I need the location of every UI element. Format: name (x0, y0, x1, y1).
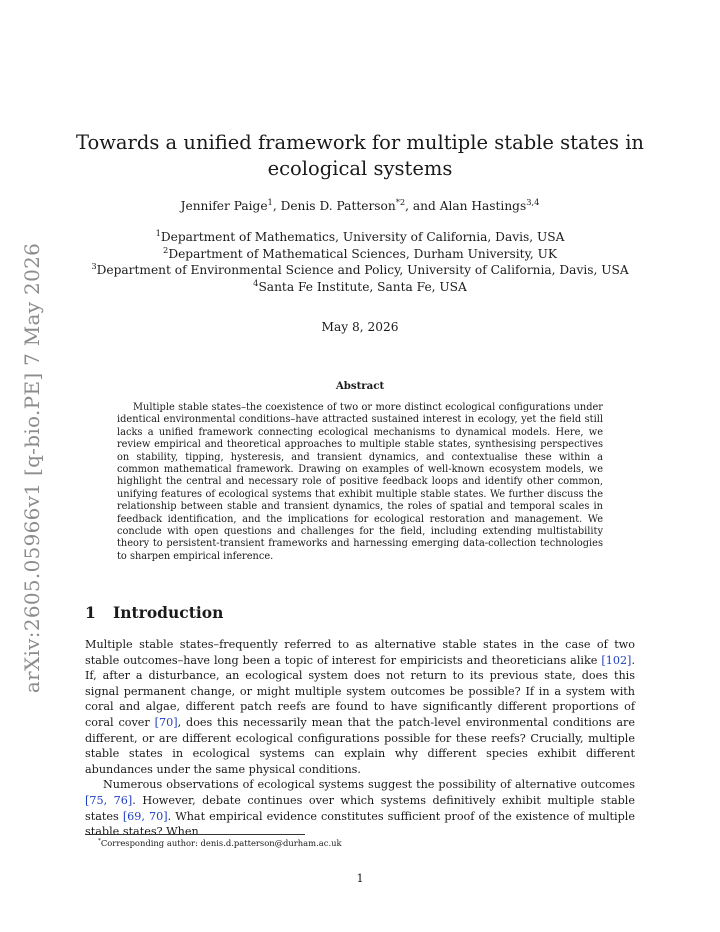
citation-link[interactable]: [69, 70] (122, 809, 168, 823)
footnote-marker: * (98, 838, 101, 845)
footnote-divider (85, 834, 305, 835)
section-heading (85, 603, 223, 622)
abstract-text: Multiple stable states–the coexistence of two or more distinct ecological configurations under identical environmental conditions–have attracted sustained interest in ecology, yet the field still lacks a unified framework connecting ecological mechanisms to dynamical models. Here, we review empirical and theoretical approaches to multiple stable states, synthesising perspectives on stability, tipping, hysteresis, and transient dynamics, and contextualise these within a common mathematical framework. Drawing on examples of well-known ecosystem models, we highlight the central and necessary role of positive feedback loops and identify other common, unifying features of ecological systems that exhibit multiple stable states. We further discuss the relationship between stable and transient dynamics, the roles of spatial and temporal scales in feedback identification, and the implications for ecological restoration and management. We conclude with open questions and challenges for the field, including extending multistability theory to persistent-transient frameworks and harnessing emerging data-collection technologies to sharpen empirical inference. (117, 402, 603, 562)
affiliation-line (40, 229, 680, 246)
affiliation-marker: 1 (155, 227, 161, 238)
footnote-text: Corresponding author: denis.d.patterson@durham.ac.uk (100, 838, 342, 848)
author-separator: , (272, 199, 281, 213)
affiliation-marker: 2 (163, 244, 169, 255)
arxiv-identifier-stamp: arXiv:2605.05966v1 [q-bio.PE] 7 May 2026 (20, 242, 44, 694)
author-list (60, 196, 660, 213)
affiliation-text: Department of Mathematics, University of California, Davis, USA (160, 230, 565, 244)
affiliation-marker: 3 (91, 260, 97, 271)
affiliation-text: Department of Environmental Science and Policy, University of California, Davis, USA (96, 263, 629, 277)
paragraph (85, 637, 635, 777)
paragraph-text: . What empirical evidence constitutes sufficient proof of the existence of multiple stable states? When (85, 809, 635, 839)
affiliation-list (40, 229, 680, 295)
paragraph-text: Multiple stable states–frequently referred to as alternative stable states in the case of two stable outcomes–have long been a topic of interest for empiricists and theoreticians alike (85, 638, 635, 667)
author-affiliation-marker: *2 (395, 196, 406, 207)
affiliation-text: Department of Mathematical Sciences, Durham University, UK (168, 246, 557, 261)
affiliation-line (40, 246, 680, 263)
paragraph-text: Numerous observations of ecological systems suggest the possibility of alternative outcomes (103, 778, 635, 792)
paper-title: Towards a unified framework for multiple stable states in ecological systems (76, 131, 644, 180)
author-separator: , and (405, 199, 440, 213)
author-name: Alan Hastings (439, 199, 527, 213)
section-title: Introduction (113, 603, 224, 622)
abstract-heading: Abstract (335, 380, 385, 392)
paragraph-text: . If, after a disturbance, an ecological system does not return to its previous state, does this signal permanent change, or might multiple system outcomes be possible? If in a system with coral and algae, different patch reefs are found to have significantly different proportions of coral cover (85, 653, 635, 729)
affiliation-line (40, 279, 680, 296)
section-number: 1 (85, 603, 96, 622)
footnote (98, 838, 342, 848)
author-affiliation-marker: 1 (267, 196, 273, 207)
publication-date: May 8, 2026 (321, 320, 399, 334)
affiliation-marker: 4 (253, 277, 259, 288)
body-text (85, 637, 635, 840)
author-name: Jennifer Paige (180, 199, 268, 213)
citation-link[interactable]: [102] (601, 653, 632, 667)
citation-link[interactable]: [70] (154, 715, 178, 729)
page-number: 1 (356, 872, 364, 885)
author-name: Denis D. Patterson (280, 199, 396, 213)
affiliation-text: Santa Fe Institute, Santa Fe, USA (258, 279, 467, 294)
citation-link[interactable]: [75, 76] (85, 793, 133, 807)
paragraph (85, 777, 635, 839)
paragraph-text: , does this necessarily mean that the patch-level environmental conditions are different, or are different ecological configurations possible for these reefs? Crucially, multiple stable states in ecological systems can explain why different species exhibit different abundances under the same physical conditions. (85, 715, 635, 776)
affiliation-line (40, 262, 680, 279)
paragraph-text: . However, debate continues over which systems definitively exhibit multiple stable states (85, 793, 635, 823)
author-affiliation-marker: 3,4 (526, 196, 540, 207)
